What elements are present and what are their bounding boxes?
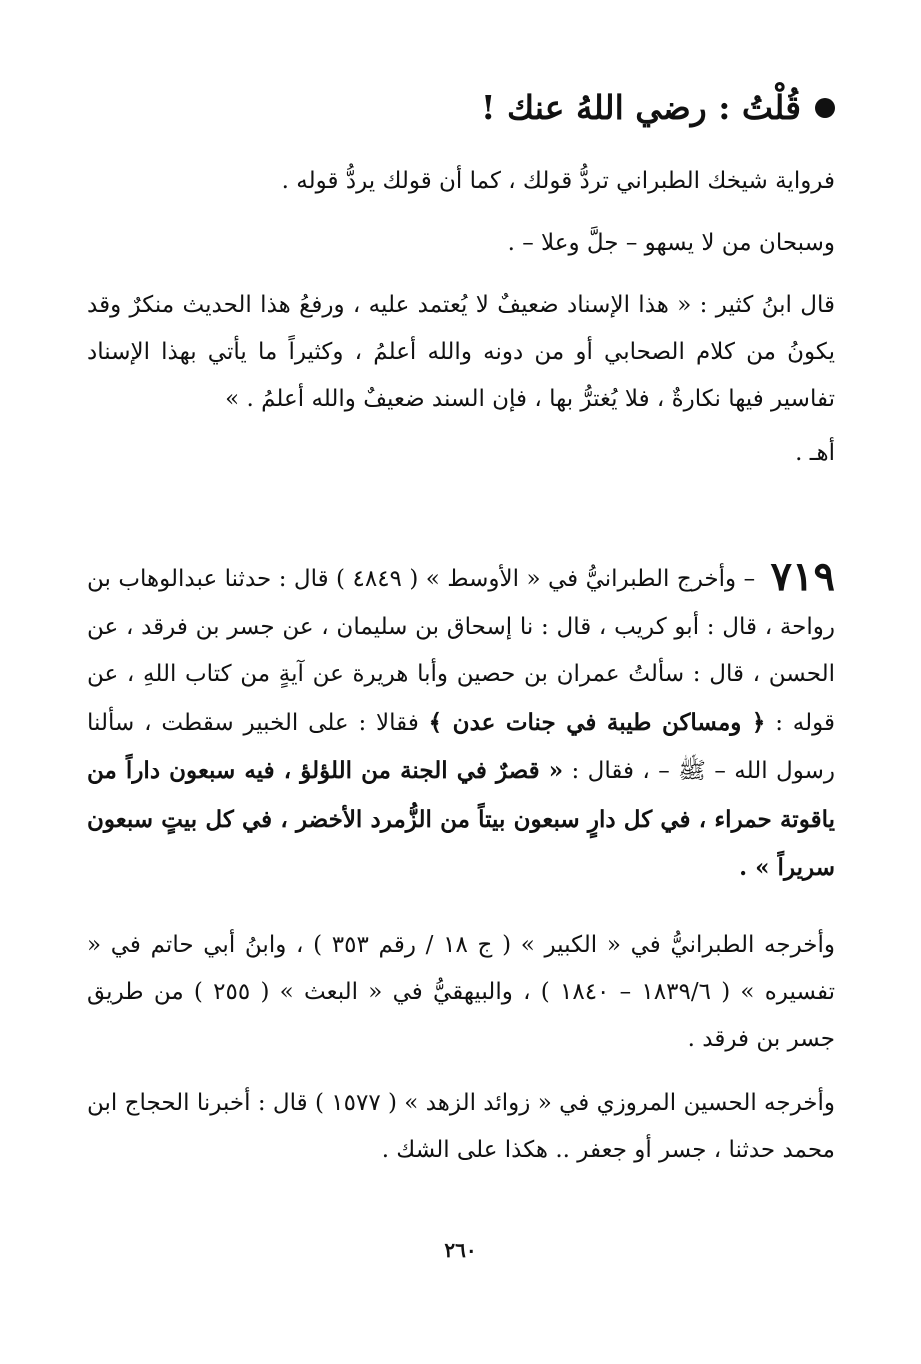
section-heading (87, 86, 835, 130)
heading-text: قُلْتُ : رضي اللهُ عنك ! (481, 88, 801, 127)
hadith-719 (87, 553, 836, 893)
paragraph-takhrij-marwazi: وأخرجه الحسين المروزي في « زوائد الزهد » ( ١٥٧٧ ) قال : أخبرنا الحجاج ابن محمد حدثنا ، جسر أو جعفر .. هكذا على الشك . (87, 1090, 835, 1163)
page-number: ٢٦٠ (444, 1238, 477, 1262)
hadith-middle: فقالا : على الخبير سقطت ، سألنا رسول الله – ﷺ – ، فقال : (87, 709, 836, 784)
prophetic-quote: « قصرٌ في الجنة من اللؤلؤ ، فيه سبعون داراً من ياقوتة حمراء ، في كل دارٍ سبعون بيتاً من الزُّمرد الأخضر ، في كل بيتٍ سبعون سريراً » . (87, 757, 835, 881)
hadith-intro: – وأخرج الطبرانيُّ في « الأوسط » ( ٤٨٤٩ ) قال : حدثنا عبدالوهاب بن رواحة ، قال : أبو كريب ، قال : نا إسحاق بن سليمان ، عن جسر بن فرقد ، عن الحسن ، قال : سألتُ عمران بن حصين وأبا هريرة عن آيةٍ من كتاب اللهِ ، عن قوله : (87, 566, 836, 736)
hadith-number: ٧١٩ (770, 553, 835, 600)
paragraph-end-marker: أهـ . (795, 440, 835, 466)
paragraph-ibn-kathir-quote: قال ابنُ كثير : « هذا الإسناد ضعيفٌ لا يُعتمد عليه ، ورفعُ هذا الحديث منكرٌ وقد يكونُ من كلام الصحابي أو من دونه والله أعلمُ ، وكثيراً ما يأتي بهذا الإسناد تفاسير فيها نكارةٌ ، فلا يُغترُّ بها ، فإن السند ضعيفٌ والله أعلمُ . » (87, 292, 835, 412)
bullet-icon (815, 98, 835, 118)
paragraph-subhan: وسبحان من لا يسهو – جلَّ وعلا – . (507, 230, 835, 256)
quran-verse: ﴿ ومساكن طيبة في جنات عدن ﴾ (428, 708, 766, 736)
paragraph-tabarani-reply: فرواية شيخك الطبراني تردُّ قولك ، كما أن قولك يردُّ قوله . (281, 168, 835, 194)
paragraph-takhrij-kabir: وأخرجه الطبرانيُّ في « الكبير » ( ج ١٨ / رقم ٣٥٣ ) ، وابنُ أبي حاتم في « تفسيره » ( ١٨٣٩/٦ – ١٨٤٠ ) ، والبيهقيُّ في « البعث » ( ٢٥٥ ) من طريق جسر بن فرقد . (87, 932, 835, 1052)
